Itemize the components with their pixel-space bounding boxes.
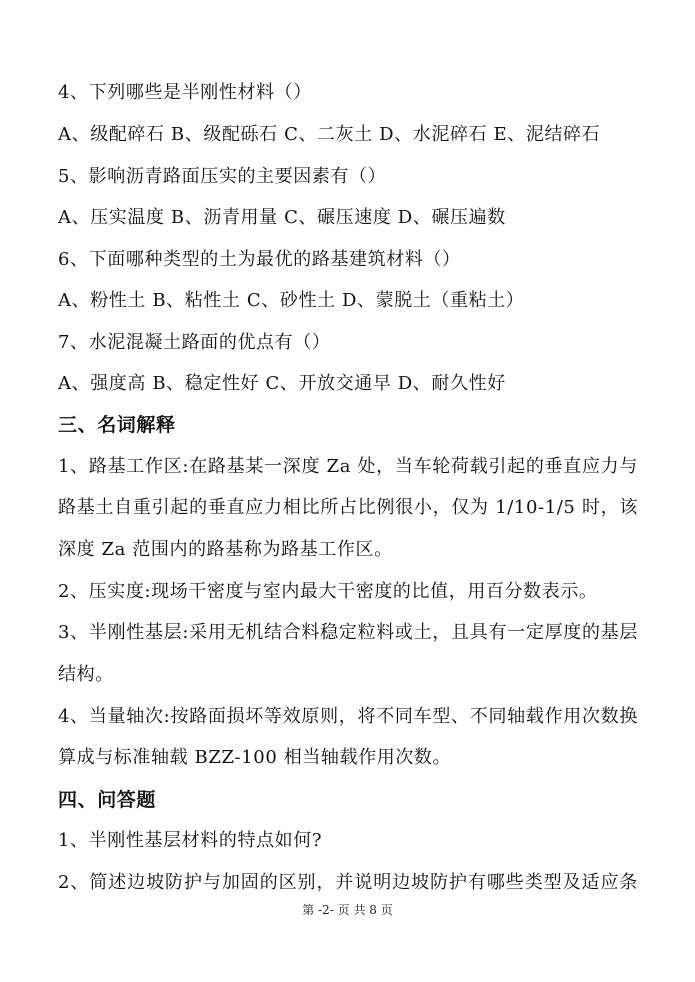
question-4-options: A、级配碎石 B、级配砾石 C、二灰土 D、水泥碎石 E、泥结碎石 [58, 124, 601, 145]
section-heading-terms: 三、名词解释 [58, 414, 176, 436]
question-6-options: A、粉性土 B、粘性土 C、砂性土 D、蒙脱土（重粘土） [58, 290, 525, 311]
page-number-footer: 第 -2- 页 共 8 页 [302, 903, 393, 917]
term-3-line-2: 结构。 [58, 664, 114, 685]
term-3-line-1: 3、半刚性基层:采用无机结合料稳定粒料或土，且具有一定厚度的基层 [58, 622, 638, 643]
question-5: 5、影响沥青路面压实的主要因素有（） [58, 166, 387, 187]
question-7: 7、水泥混凝土路面的优点有（） [58, 332, 331, 353]
term-4-line-2: 算成与标准轴载 BZZ-100 相当轴载作用次数。 [58, 747, 452, 768]
term-1-line-1: 1、路基工作区:在路基某一深度 Za 处，当车轮荷载引起的垂直应力与 [58, 456, 638, 477]
question-7-options: A、强度高 B、稳定性好 C、开放交通早 D、耐久性好 [58, 373, 506, 394]
term-1-line-3: 深度 Za 范围内的路基称为路基工作区。 [58, 539, 393, 560]
question-5-options: A、压实温度 B、沥青用量 C、碾压速度 D、碾压遍数 [58, 207, 506, 228]
term-2: 2、压实度:现场干密度与室内最大干密度的比值，用百分数表示。 [58, 581, 598, 602]
qa-question-2: 2、简述边坡防护与加固的区别，并说明边坡防护有哪些类型及适应条 [58, 872, 638, 893]
question-6: 6、下面哪种类型的土为最优的路基建筑材料（） [58, 249, 461, 270]
term-4-line-1: 4、当量轴次:按路面损坏等效原则，将不同车型、不同轴载作用次数换 [58, 706, 638, 727]
section-heading-qa: 四、问答题 [58, 789, 157, 811]
question-4: 4、下列哪些是半刚性材料（） [58, 82, 312, 103]
term-1-line-2: 路基土自重引起的垂直应力相比所占比例很小，仅为 1/10-1/5 时，该 [58, 497, 638, 518]
qa-question-1: 1、半刚性基层材料的特点如何? [58, 830, 323, 851]
